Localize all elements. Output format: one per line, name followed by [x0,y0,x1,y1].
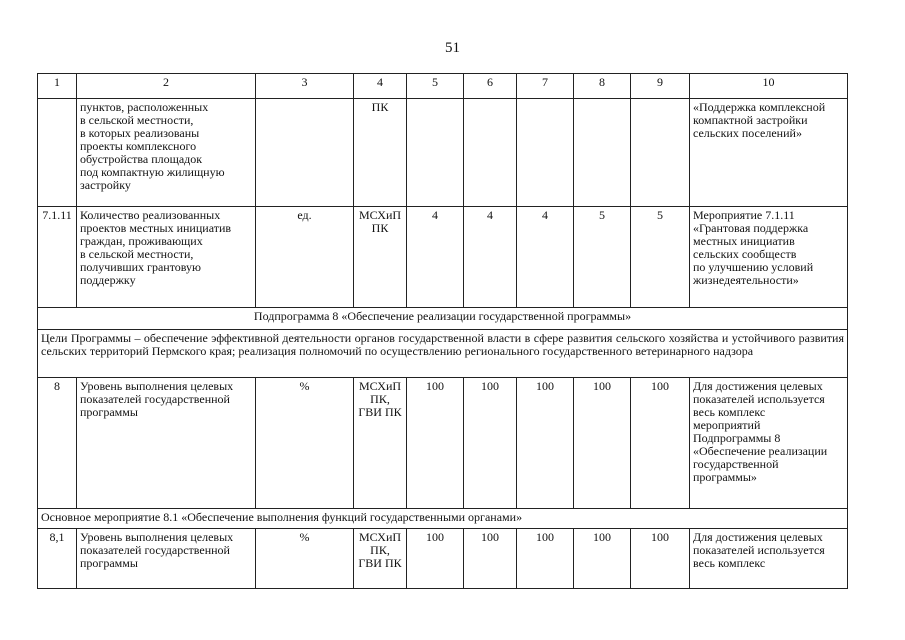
note-cell: Мероприятие 7.1.11 «Грантовая поддержка местных инициатив сельских сообществ по улучшению условий жизнедеятельности» [690,207,848,308]
table-row [38,207,848,308]
header-cell: 5 [407,74,464,99]
value-cell: 100 [631,529,690,589]
main-event-row [38,509,848,529]
unit-cell: % [256,378,354,509]
table-row [38,378,848,509]
goals-text: Цели Программы – обеспечение эффективной деятельности органов государственной власти в сфере развития сельского хозяйства и устойчивого развития сельских территорий Пермского края; реализация полномочий по осуществлению регионального государственного ветеринарного надзора [38,330,848,378]
value-cell: 100 [574,378,631,509]
note-cell: Для достижения целевых показателей используется весь комплекс [690,529,848,589]
value-cell: 100 [631,378,690,509]
value-cell: 100 [517,378,574,509]
value-cell: 4 [517,207,574,308]
value-cell: 100 [407,529,464,589]
note-cell: «Поддержка комплексной компактной застройки сельских поселений» [690,99,848,207]
value-cell [517,99,574,207]
responsible-cell: МСХиП ПК [354,207,407,308]
table-row [38,529,848,589]
value-cell: 4 [407,207,464,308]
value-cell: 100 [407,378,464,509]
page-number: 51 [445,40,460,56]
value-cell: 100 [517,529,574,589]
header-cell: 2 [77,74,256,99]
subprogram-title: Подпрограмма 8 «Обеспечение реализации государственной программы» [38,308,848,330]
row-number: 8,1 [38,529,77,589]
value-cell: 100 [574,529,631,589]
indicator-name: пунктов, расположенных в сельской местности, в которых реализованы проекты комплексного обустройства площадок под компактную жилищную застройку [77,99,256,207]
unit-cell [256,99,354,207]
header-cell: 7 [517,74,574,99]
header-cell: 9 [631,74,690,99]
header-cell: 10 [690,74,848,99]
goals-row [38,330,848,378]
header-cell: 4 [354,74,407,99]
main-event-title: Основное мероприятие 8.1 «Обеспечение выполнения функций государственными органами» [38,509,848,529]
header-cell: 3 [256,74,354,99]
value-cell: 100 [464,529,517,589]
value-cell [464,99,517,207]
row-number: 8 [38,378,77,509]
value-cell [574,99,631,207]
row-number: 7.1.11 [38,207,77,308]
indicator-name: Количество реализованных проектов местных инициатив граждан, проживающих в сельской местности, получивших грантовую поддержку [77,207,256,308]
value-cell: 100 [464,378,517,509]
responsible-cell: МСХиП ПК, ГВИ ПК [354,378,407,509]
row-number [38,99,77,207]
table-row [38,99,848,207]
header-cell: 8 [574,74,631,99]
value-cell [631,99,690,207]
header-cell: 6 [464,74,517,99]
indicator-name: Уровень выполнения целевых показателей государственной программы [77,378,256,509]
responsible-cell: ПК [354,99,407,207]
value-cell: 4 [464,207,517,308]
value-cell: 5 [574,207,631,308]
unit-cell: % [256,529,354,589]
indicators-table [37,73,848,589]
header-cell: 1 [38,74,77,99]
header-row [38,74,848,99]
subprogram-row [38,308,848,330]
note-cell: Для достижения целевых показателей используется весь комплекс мероприятий Подпрограммы 8 «Обеспечение реализации государственной программы» [690,378,848,509]
value-cell [407,99,464,207]
unit-cell: ед. [256,207,354,308]
indicator-name: Уровень выполнения целевых показателей государственной программы [77,529,256,589]
value-cell: 5 [631,207,690,308]
responsible-cell: МСХиП ПК, ГВИ ПК [354,529,407,589]
